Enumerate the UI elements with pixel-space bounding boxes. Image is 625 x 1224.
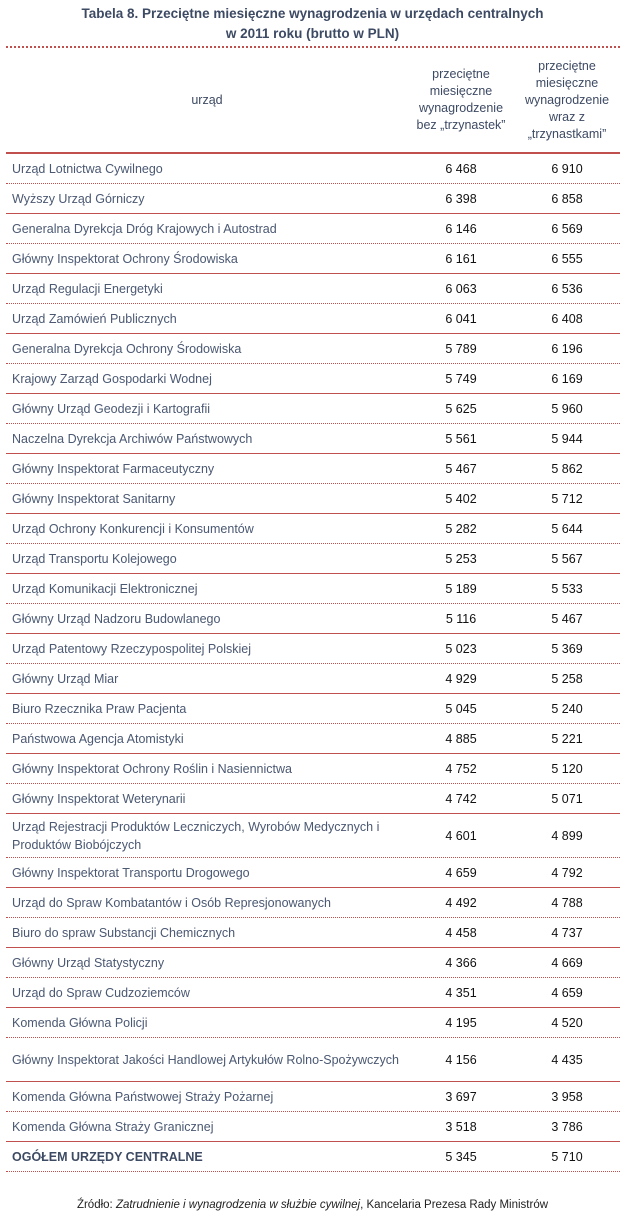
salary-with-bonus: 5 862	[551, 461, 583, 476]
salary-table	[6, 46, 620, 1172]
table-row	[6, 394, 620, 424]
table-row	[6, 214, 620, 244]
salary-without-bonus: 5 402	[445, 491, 477, 506]
office-name: Główny Inspektorat Sanitarny	[12, 491, 176, 506]
salary-without-bonus: 5 282	[445, 521, 477, 536]
salary-with-bonus: 4 669	[551, 955, 583, 970]
office-name: Główny Inspektorat Farmaceutyczny	[12, 461, 215, 476]
salary-without-bonus: 5 253	[445, 551, 477, 566]
salary-with-bonus: 5 960	[551, 401, 583, 416]
salary-with-bonus: 4 520	[551, 1015, 583, 1030]
table-row	[6, 918, 620, 948]
office-name: Urząd do Spraw Kombatantów i Osób Represjonowanych	[12, 895, 331, 910]
salary-with-bonus: 6 196	[551, 341, 583, 356]
salary-without-bonus: 5 189	[445, 581, 477, 596]
office-name: Krajowy Zarząd Gospodarki Wodnej	[12, 371, 212, 386]
salary-without-bonus: 5 045	[445, 701, 477, 716]
salary-with-bonus: 5 644	[551, 521, 583, 536]
salary-without-bonus: 4 195	[445, 1015, 477, 1030]
table-row	[6, 784, 620, 814]
office-name: Komenda Główna Państwowej Straży Pożarnej	[12, 1089, 274, 1104]
salary-with-bonus: 6 408	[551, 311, 583, 326]
office-name: Państwowa Agencja Atomistyki	[12, 731, 184, 746]
office-name: Główny Urząd Statystyczny	[12, 955, 165, 970]
salary-without-bonus: 6 146	[445, 221, 477, 236]
table-row	[6, 154, 620, 184]
salary-without-bonus: 5 749	[445, 371, 477, 386]
header-with-bonus: przeciętne miesięczne wynagrodzenie wraz z „trzynastkami”	[524, 58, 610, 141]
total-without-bonus: 5 345	[445, 1149, 477, 1164]
table-row	[6, 184, 620, 214]
table-row	[6, 424, 620, 454]
header-without-bonus: przeciętne miesięczne wynagrodzenie bez „trzynastek”	[416, 67, 506, 132]
salary-without-bonus: 4 366	[445, 955, 477, 970]
table-row	[6, 244, 620, 274]
salary-with-bonus: 5 240	[551, 701, 583, 716]
office-name: Urząd Rejestracji Produktów Leczniczych, Wyrobów Medycznych i Produktów Biobójczych	[12, 819, 380, 852]
table-row	[6, 574, 620, 604]
table-row	[6, 514, 620, 544]
salary-without-bonus: 6 468	[445, 161, 477, 176]
office-name: Wyższy Urząd Górniczy	[12, 191, 145, 206]
office-name: Komenda Główna Straży Granicznej	[12, 1119, 214, 1134]
salary-with-bonus: 4 659	[551, 985, 583, 1000]
table-row	[6, 948, 620, 978]
salary-with-bonus: 6 169	[551, 371, 583, 386]
salary-with-bonus: 5 567	[551, 551, 583, 566]
office-name: Główny Inspektorat Weterynarii	[12, 791, 186, 806]
table-row	[6, 364, 620, 394]
title-line-2: w 2011 roku (brutto w PLN)	[225, 26, 400, 41]
salary-with-bonus: 5 071	[551, 791, 583, 806]
header-office: urząd	[191, 92, 223, 107]
source-note	[0, 1199, 625, 1211]
salary-without-bonus: 4 742	[445, 791, 477, 806]
salary-without-bonus: 6 398	[445, 191, 477, 206]
salary-without-bonus: 5 116	[445, 611, 477, 626]
table-row	[6, 1008, 620, 1038]
office-name: Urząd Regulacji Energetyki	[12, 281, 163, 296]
salary-with-bonus: 6 569	[551, 221, 583, 236]
salary-with-bonus: 4 737	[551, 925, 583, 940]
salary-with-bonus: 5 369	[551, 641, 583, 656]
salary-with-bonus: 6 536	[551, 281, 583, 296]
table-row	[6, 814, 620, 858]
salary-without-bonus: 4 752	[445, 761, 477, 776]
salary-without-bonus: 4 351	[445, 985, 477, 1000]
table-row	[6, 754, 620, 784]
salary-without-bonus: 5 023	[445, 641, 477, 656]
salary-with-bonus: 4 435	[551, 1052, 583, 1067]
table-row	[6, 724, 620, 754]
salary-without-bonus: 4 458	[445, 925, 477, 940]
total-with-bonus: 5 710	[551, 1149, 583, 1164]
salary-with-bonus: 5 221	[551, 731, 583, 746]
office-name: Główny Urząd Miar	[12, 671, 119, 686]
salary-without-bonus: 5 561	[445, 431, 477, 446]
total-label: OGÓŁEM URZĘDY CENTRALNE	[12, 1149, 203, 1164]
table-row	[6, 454, 620, 484]
table-row	[6, 604, 620, 634]
salary-without-bonus: 4 601	[445, 828, 477, 843]
table-row	[6, 484, 620, 514]
salary-without-bonus: 6 041	[445, 311, 477, 326]
office-name: Generalna Dyrekcja Dróg Krajowych i Autostrad	[12, 221, 277, 236]
office-name: Główny Inspektorat Jakości Handlowej Artykułów Rolno-Spożywczych	[12, 1052, 399, 1067]
source-prefix: Źródło:	[76, 1199, 116, 1211]
office-name: Urząd Transportu Kolejowego	[12, 551, 177, 566]
table-header	[6, 46, 620, 154]
salary-without-bonus: 5 467	[445, 461, 477, 476]
salary-without-bonus: 4 492	[445, 895, 477, 910]
table-row	[6, 664, 620, 694]
office-name: Generalna Dyrekcja Ochrony Środowiska	[12, 341, 242, 356]
salary-without-bonus: 4 659	[445, 865, 477, 880]
salary-with-bonus: 5 258	[551, 671, 583, 686]
salary-with-bonus: 5 467	[551, 611, 583, 626]
table-row	[6, 858, 620, 888]
salary-without-bonus: 4 929	[445, 671, 477, 686]
salary-without-bonus: 3 518	[445, 1119, 477, 1134]
table-title	[0, 4, 625, 44]
salary-without-bonus: 5 625	[445, 401, 477, 416]
table-row	[6, 694, 620, 724]
table-row	[6, 1082, 620, 1112]
salary-with-bonus: 4 788	[551, 895, 583, 910]
office-name: Urząd Zamówień Publicznych	[12, 311, 177, 326]
office-name: Urząd Ochrony Konkurencji i Konsumentów	[12, 521, 254, 536]
office-name: Główny Urząd Geodezji i Kartografii	[12, 401, 210, 416]
salary-with-bonus: 4 899	[551, 828, 583, 843]
office-name: Urząd Lotnictwa Cywilnego	[12, 161, 163, 176]
salary-with-bonus: 5 533	[551, 581, 583, 596]
table-row	[6, 978, 620, 1008]
salary-with-bonus: 5 944	[551, 431, 583, 446]
salary-without-bonus: 4 885	[445, 731, 477, 746]
office-name: Naczelna Dyrekcja Archiwów Państwowych	[12, 431, 253, 446]
table-row	[6, 888, 620, 918]
office-name: Komenda Główna Policji	[12, 1015, 148, 1030]
table-row	[6, 274, 620, 304]
table-body	[6, 154, 620, 1142]
table-row	[6, 1038, 620, 1082]
title-line-1: Tabela 8. Przeciętne miesięczne wynagrodzenia w urzędach centralnych	[81, 6, 544, 21]
salary-without-bonus: 4 156	[445, 1052, 477, 1067]
office-name: Główny Inspektorat Transportu Drogowego	[12, 865, 250, 880]
salary-with-bonus: 5 120	[551, 761, 583, 776]
salary-with-bonus: 6 555	[551, 251, 583, 266]
salary-with-bonus: 6 858	[551, 191, 583, 206]
table-row	[6, 634, 620, 664]
salary-with-bonus: 5 712	[551, 491, 583, 506]
office-name: Główny Inspektorat Ochrony Roślin i Nasiennictwa	[12, 761, 292, 776]
salary-with-bonus: 3 786	[551, 1119, 583, 1134]
table-row-total	[6, 1142, 620, 1172]
office-name: Główny Urząd Nadzoru Budowlanego	[12, 611, 221, 626]
office-name: Urząd Komunikacji Elektronicznej	[12, 581, 198, 596]
office-name: Główny Inspektorat Ochrony Środowiska	[12, 251, 238, 266]
office-name: Urząd do Spraw Cudzoziemców	[12, 985, 190, 1000]
table-row	[6, 304, 620, 334]
office-name: Biuro do spraw Substancji Chemicznych	[12, 925, 236, 940]
table-row	[6, 544, 620, 574]
source-title: Zatrudnienie i wynagrodzenia w służbie cywilnej	[115, 1199, 361, 1211]
salary-with-bonus: 6 910	[551, 161, 583, 176]
salary-with-bonus: 4 792	[551, 865, 583, 880]
office-name: Urząd Patentowy Rzeczypospolitej Polskiej	[12, 641, 251, 656]
salary-with-bonus: 3 958	[551, 1089, 583, 1104]
salary-without-bonus: 6 161	[445, 251, 477, 266]
table-row	[6, 334, 620, 364]
source-publisher: , Kancelaria Prezesa Rady Ministrów	[360, 1199, 549, 1211]
office-name: Biuro Rzecznika Praw Pacjenta	[12, 701, 187, 716]
table-row	[6, 1112, 620, 1142]
salary-without-bonus: 5 789	[445, 341, 477, 356]
salary-without-bonus: 3 697	[445, 1089, 477, 1104]
salary-without-bonus: 6 063	[445, 281, 477, 296]
